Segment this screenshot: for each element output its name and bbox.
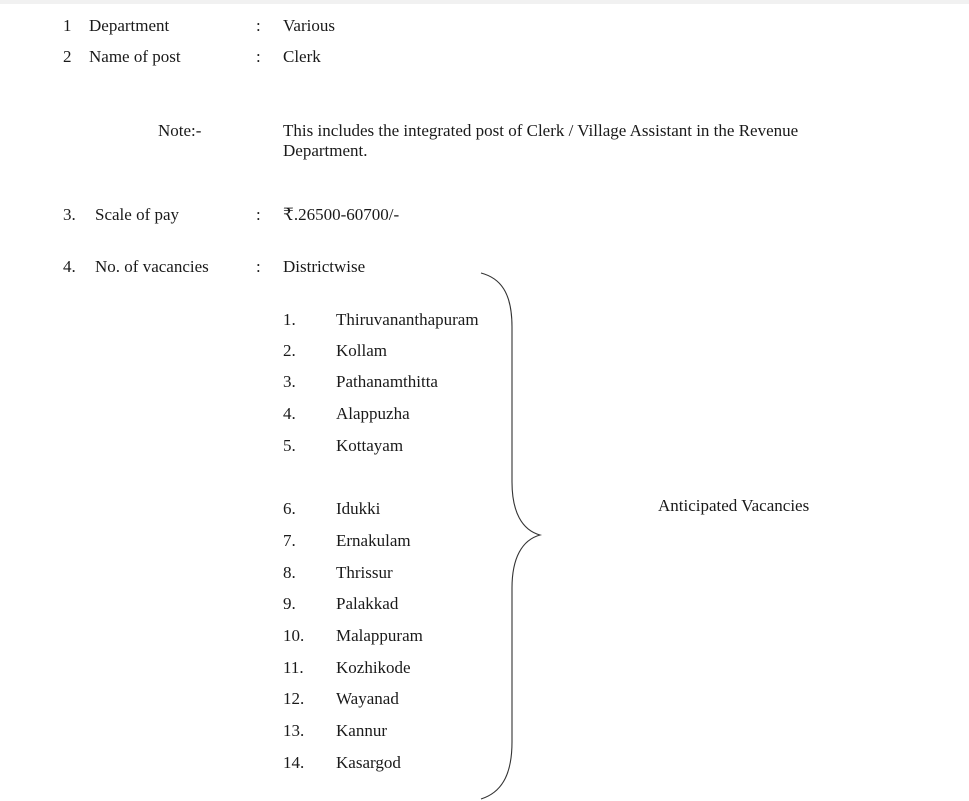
department-label: Department: [89, 16, 170, 35]
district-number: 7.: [283, 531, 296, 550]
row-number-post: 2: [63, 47, 72, 66]
pay-separator: :: [256, 205, 261, 224]
note-text: This includes the integrated post of Clerk / Village Assistant in the Revenue Department.: [283, 121, 799, 160]
district-number: 2.: [283, 341, 296, 360]
page-top-strip: [0, 0, 969, 4]
row-number-pay: 3.: [63, 205, 76, 224]
vacancies-separator: :: [256, 257, 261, 276]
department-value: Various: [283, 16, 335, 35]
post-value: Clerk: [283, 47, 321, 66]
note-label: Note:-: [158, 121, 202, 140]
district-name: Pathanamthitta: [336, 372, 438, 391]
district-number: 6.: [283, 499, 296, 518]
district-name: Kottayam: [336, 436, 404, 455]
district-name: Wayanad: [336, 689, 399, 708]
pay-value: ₹.26500-60700/-: [283, 205, 400, 224]
vacancies-value: Districtwise: [283, 257, 366, 276]
district-number: 10.: [283, 626, 305, 645]
district-number: 9.: [283, 594, 296, 613]
curly-brace: [478, 272, 548, 801]
department-separator: :: [256, 16, 261, 35]
district-name: Kasargod: [336, 753, 401, 772]
row-number-vacancies: 4.: [63, 257, 76, 276]
post-separator: :: [256, 47, 261, 66]
district-name: Palakkad: [336, 594, 399, 613]
pay-label: Scale of pay: [95, 205, 180, 224]
post-label: Name of post: [89, 47, 181, 66]
district-number: 5.: [283, 436, 296, 455]
district-name: Thrissur: [336, 563, 393, 582]
vacancies-label: No. of vacancies: [95, 257, 209, 276]
district-name: Idukki: [336, 499, 381, 518]
district-name: Kozhikode: [336, 658, 411, 677]
district-name: Kollam: [336, 341, 387, 360]
district-name: Kannur: [336, 721, 387, 740]
district-name: Malappuram: [336, 626, 423, 645]
district-number: 14.: [283, 753, 305, 772]
district-number: 8.: [283, 563, 296, 582]
district-name: Alappuzha: [336, 404, 410, 423]
row-number-department: 1: [63, 16, 72, 35]
district-number: 11.: [283, 658, 304, 677]
district-number: 1.: [283, 310, 296, 329]
district-number: 12.: [283, 689, 305, 708]
district-name: Ernakulam: [336, 531, 411, 550]
district-number: 3.: [283, 372, 296, 391]
anticipated-vacancies-label: Anticipated Vacancies: [658, 496, 810, 515]
district-number: 13.: [283, 721, 305, 740]
district-name: Thiruvananthapuram: [336, 310, 479, 329]
district-number: 4.: [283, 404, 296, 423]
